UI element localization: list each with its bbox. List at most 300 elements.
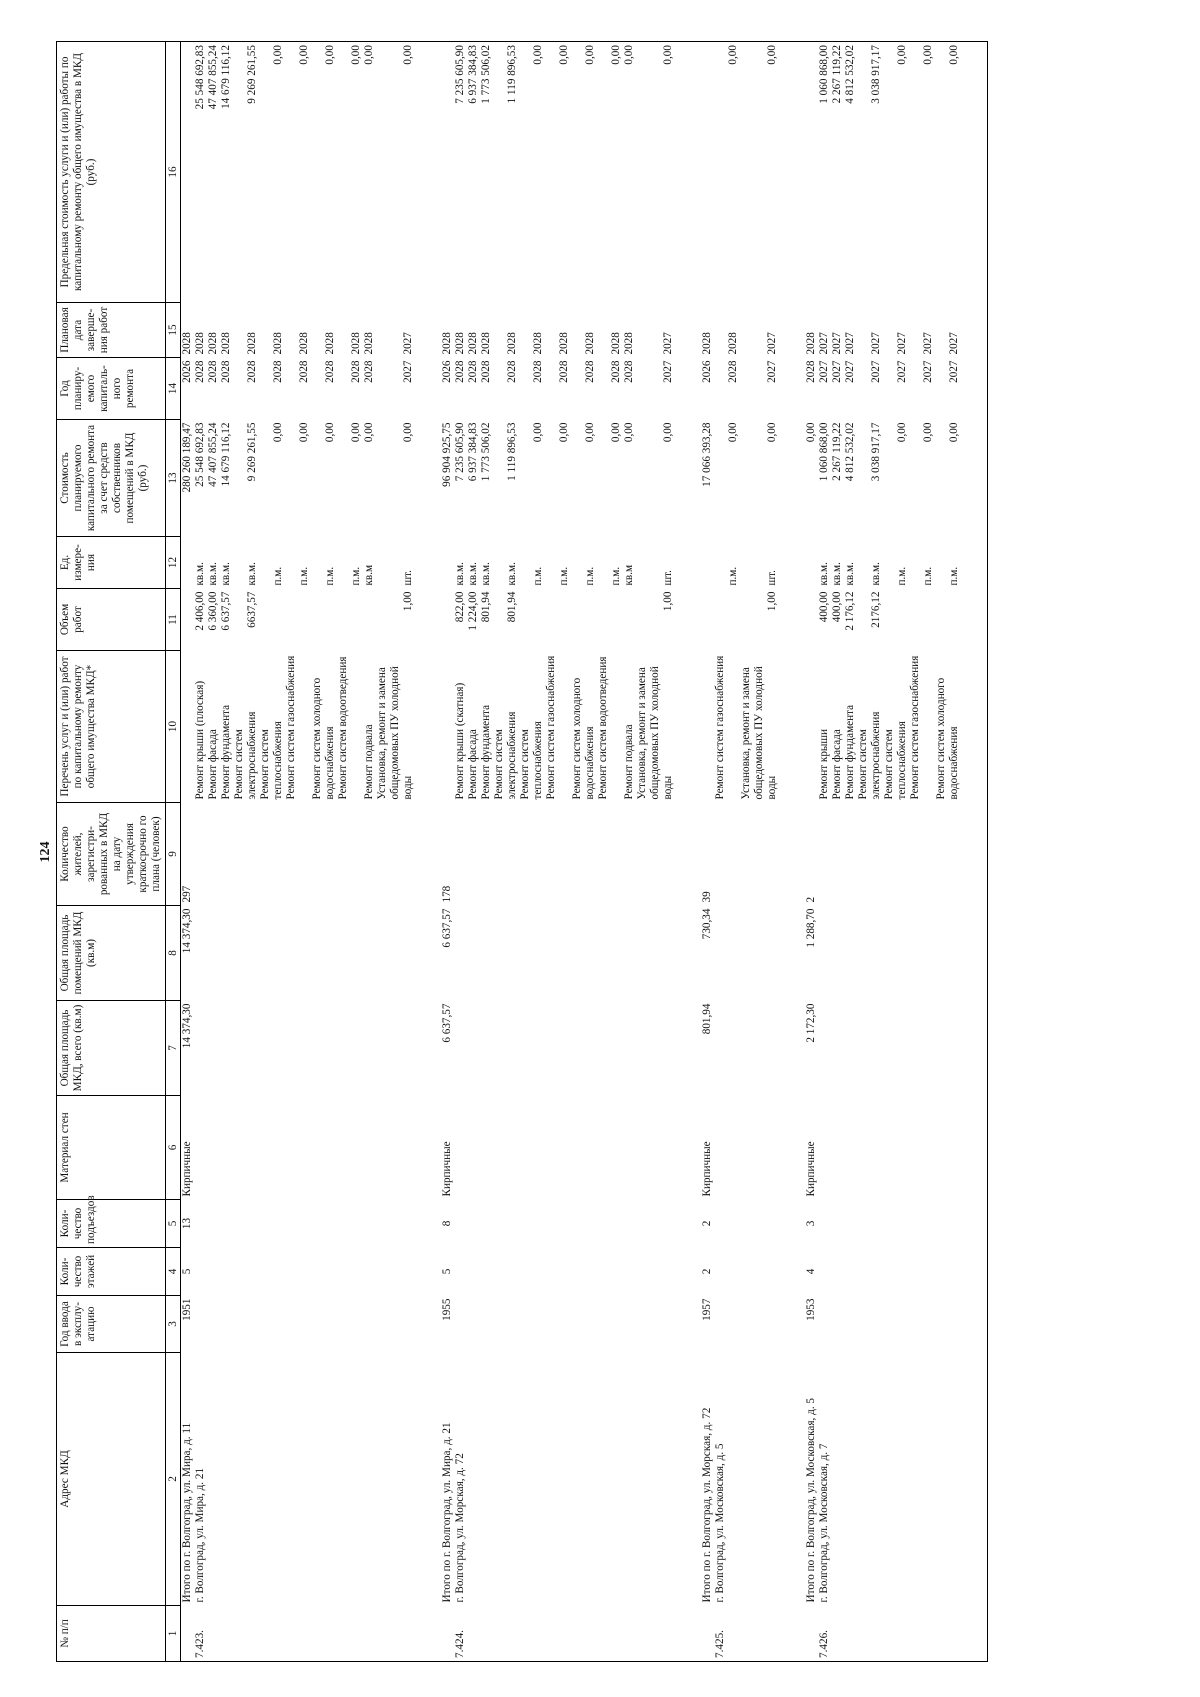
work-year: 2028 [558, 360, 570, 383]
address: г. Волгоград, ул. Морская, д. 72 [454, 1453, 466, 1603]
volume-cell [805, 589, 988, 651]
column-header: Объем работ [57, 589, 166, 651]
work-unit: шт. [766, 570, 778, 586]
work-end: 2028 [584, 332, 596, 355]
column-header: Год планиру-емого капиталь-ного ремонта [57, 358, 166, 420]
floor-count-cell [181, 1248, 442, 1296]
work-year: 2027 [870, 360, 882, 383]
total-label: Итого по г. Волгоград, ул. Московская, д. 5 [805, 1397, 817, 1603]
work-end: 2027 [948, 332, 960, 355]
wall-material-cell [441, 1096, 701, 1200]
work-limit: 0,00 [350, 45, 362, 65]
work-end: 2028 [298, 332, 310, 355]
work-unit: кв.м. [818, 562, 830, 586]
work-limit: 1 119 896,53 [506, 45, 518, 104]
address: г. Волгоград, ул. Мира, д. 21 [194, 1467, 206, 1603]
work-end: 2028 [454, 332, 466, 355]
work-limit: 6 937 384,83 [467, 45, 479, 104]
address-cell [441, 1353, 701, 1606]
work-limit: 0,00 [948, 45, 960, 65]
work-volume: 6 360,00 [207, 591, 219, 631]
work-volume [714, 592, 740, 648]
work-year: 2028 [272, 360, 284, 383]
column-header: Плановая дата заверше-ния работ [57, 303, 166, 358]
address: г. Волгоград, ул. Московская, д. 5 [714, 1443, 726, 1603]
work-year: 2028 [194, 360, 206, 383]
work-name: Установка, ремонт и замена общедомовых ПУ холодной воды [636, 666, 674, 800]
work-limit: 1 060 868,00 [818, 45, 830, 104]
column-number-row [166, 42, 181, 1662]
work-limit: 0,00 [363, 45, 375, 65]
work-year: 2028 [480, 360, 492, 383]
row-number: 7.424. [454, 1630, 466, 1658]
work-unit: кв.м [363, 564, 375, 586]
work-end: 2028 [246, 332, 258, 355]
total-area: 14 374,30 [181, 1003, 193, 1049]
repair-year-cell [701, 358, 805, 420]
work-year: 2028 [207, 360, 219, 383]
work-cost: 0,00 [558, 422, 570, 443]
work-end: 2028 [207, 332, 219, 355]
work-unit: п.м. [532, 566, 544, 586]
work-unit: п.м. [727, 566, 739, 586]
work-volume: 400,00 [831, 591, 843, 623]
work-end: 2027 [662, 332, 674, 355]
work-end: 2028 [350, 332, 362, 355]
floor-count-cell [701, 1248, 805, 1296]
wall-material-cell [181, 1096, 442, 1200]
work-limit: 0,00 [532, 45, 544, 65]
work-end: 2027 [922, 332, 934, 355]
work-end: 2027 [402, 332, 414, 355]
row-number: 7.425. [714, 1630, 726, 1658]
work-unit: п.м. [948, 566, 960, 586]
work-end: 2027 [831, 332, 843, 355]
column-header: Общая площадь МКД, всего (кв.м) [57, 1001, 166, 1096]
work-name: Ремонт систем теплоснабжения [259, 721, 284, 800]
work-year: 2028 [727, 360, 739, 383]
work-volume [623, 592, 636, 648]
work-end: 2028 [558, 332, 570, 355]
group-total-end: 2028 [805, 332, 817, 355]
work-year: 2028 [220, 360, 232, 383]
repair-plan-table [56, 41, 988, 1662]
work-cost: 6 937 384,83 [467, 422, 479, 482]
work-volume: 6 637,57 [220, 591, 232, 631]
work-volume: 1,00 [766, 591, 778, 612]
address-cell [181, 1353, 442, 1606]
work-year: 2028 [363, 360, 375, 383]
page-number: 124 [38, 841, 53, 863]
column-number: 1 [166, 1606, 181, 1662]
work-limit: 4 812 532,02 [844, 45, 856, 104]
work-unit: шт. [662, 570, 674, 586]
column-number: 5 [166, 1200, 181, 1248]
total-area: 2 172,30 [805, 1003, 817, 1043]
column-header: Материал стен [57, 1096, 166, 1200]
work-unit: шт. [402, 570, 414, 586]
work-cost: 0,00 [922, 422, 934, 443]
column-number: 10 [166, 651, 181, 803]
column-header: Количество жителей, зарегистри-рованных в МКД на дату утверждения краткосрочно го плана (человек) [57, 803, 166, 906]
column-number: 7 [166, 1001, 181, 1096]
column-header: Коли-чество этажей [57, 1248, 166, 1296]
column-number: 16 [166, 42, 181, 303]
group-total-cost: 17 066 393,28 [701, 422, 713, 487]
rooms-area-cell [805, 906, 988, 1001]
work-year: 2028 [298, 360, 310, 383]
group-total-end: 2028 [181, 332, 193, 355]
work-name: Ремонт систем электроснабжения [233, 711, 258, 800]
work-year: 2028 [584, 360, 596, 383]
resident-count: 39 [701, 891, 713, 903]
work-volume: 1,00 [662, 591, 674, 612]
commission-year-cell [701, 1296, 805, 1353]
works-cell [181, 651, 442, 803]
work-end: 2028 [727, 332, 739, 355]
column-header: № п/п [57, 1606, 166, 1662]
cost-cell [701, 420, 805, 537]
table-row [441, 42, 701, 1662]
work-year: 2027 [948, 360, 960, 383]
entrance-count-cell [441, 1200, 701, 1248]
address-cell [701, 1353, 805, 1606]
rotated-page [38, 42, 1178, 1662]
work-unit: кв.м. [246, 562, 258, 586]
row-number-cell [701, 1606, 805, 1662]
work-end: 2027 [870, 332, 882, 355]
unit-cell [181, 537, 442, 589]
work-volume: 400,00 [818, 591, 830, 623]
column-number: 3 [166, 1296, 181, 1353]
works-cell [805, 651, 988, 803]
resident-count-cell [805, 803, 988, 906]
work-volume [363, 592, 376, 648]
work-limit: 0,00 [922, 45, 934, 65]
work-limit: 14 679 116,12 [220, 45, 232, 109]
commission-year: 1951 [181, 1298, 193, 1321]
work-cost: 3 038 917,17 [870, 422, 882, 482]
work-name: Ремонт систем электроснабжения [857, 711, 882, 800]
repair-year-cell [181, 358, 442, 420]
work-end: 2028 [272, 332, 284, 355]
work-name: Установка, ремонт и замена общедомовых ПУ холодной воды [740, 666, 778, 800]
work-unit: п.м. [558, 566, 570, 586]
work-name: Ремонт систем электроснабжения [493, 711, 518, 800]
total-label: Итого по г. Волгоград, ул. Мира, д. 11 [181, 1422, 193, 1603]
entrance-count: 2 [701, 1220, 713, 1227]
work-cost: 1 060 868,00 [818, 422, 830, 482]
work-volume [337, 592, 363, 648]
work-unit: кв.м [623, 564, 635, 586]
column-number: 9 [166, 803, 181, 906]
wall-material-cell [701, 1096, 805, 1200]
work-limit: 0,00 [558, 45, 570, 65]
resident-count-cell [181, 803, 442, 906]
work-cost: 0,00 [363, 422, 375, 443]
row-number: 7.423. [194, 1630, 206, 1658]
work-volume [909, 592, 935, 648]
work-name: Ремонт фундамента [480, 704, 492, 800]
work-year: 2027 [662, 360, 674, 383]
work-cost: 0,00 [402, 422, 414, 443]
work-name: Ремонт фундамента [844, 704, 856, 800]
column-header: Год ввода в эксплу-атацию [57, 1296, 166, 1353]
row-number-cell [441, 1606, 701, 1662]
commission-year: 1957 [701, 1298, 713, 1321]
rooms-area-cell [701, 906, 805, 1001]
work-cost: 25 548 692,83 [194, 422, 206, 487]
work-unit: кв.м. [207, 562, 219, 586]
limit-cost-cell [805, 42, 988, 303]
rooms-area: 730,34 [701, 908, 713, 940]
column-number: 6 [166, 1096, 181, 1200]
work-limit: 0,00 [727, 45, 739, 65]
work-name: Ремонт крыши (плоская) [194, 680, 206, 800]
end-date-cell [441, 303, 701, 358]
row-number-cell [181, 1606, 442, 1662]
rooms-area: 14 374,30 [181, 908, 193, 954]
work-limit: 0,00 [298, 45, 310, 65]
work-unit: п.м. [922, 566, 934, 586]
work-name: Ремонт подвала [363, 724, 375, 800]
wall-material: Кирпичные [805, 1141, 817, 1197]
column-number: 15 [166, 303, 181, 358]
work-end: 2027 [766, 332, 778, 355]
work-limit: 0,00 [584, 45, 596, 65]
wall-material-cell [805, 1096, 988, 1200]
work-end: 2028 [324, 332, 336, 355]
work-year: 2027 [818, 360, 830, 383]
work-cost: 14 679 116,12 [220, 422, 232, 487]
work-volume [571, 592, 597, 648]
work-limit: 0,00 [896, 45, 908, 65]
total-area: 801,94 [701, 1003, 713, 1035]
group-total-year: 2026 [701, 360, 713, 383]
work-name: Ремонт крыши [818, 728, 830, 800]
work-limit: 0,00 [766, 45, 778, 65]
group-total-year: 2026 [441, 360, 453, 383]
work-limit: 9 269 261,55 [246, 45, 258, 104]
total-area: 6 637,57 [441, 1003, 453, 1043]
row-number: 7.426. [818, 1630, 830, 1658]
work-volume: 2 406,00 [194, 591, 206, 631]
work-cost: 0,00 [948, 422, 960, 443]
work-unit: п.м. [896, 566, 908, 586]
work-volume [545, 592, 571, 648]
volume-cell [181, 589, 442, 651]
limit-cost-cell [181, 42, 442, 303]
cost-cell [181, 420, 442, 537]
work-cost: 0,00 [623, 422, 635, 443]
column-header: Коли-чество подъездов [57, 1200, 166, 1248]
works-cell [441, 651, 701, 803]
work-unit: кв.м. [831, 562, 843, 586]
floor-count-cell [441, 1248, 701, 1296]
column-header: Стоимость планируемого капитального ремонта за счет средств собственников помещений в МКД (руб.) [57, 420, 166, 537]
work-unit: кв.м. [844, 562, 856, 586]
unit-cell [701, 537, 805, 589]
work-name: Ремонт систем холодного водоснабжения [311, 677, 336, 800]
work-cost: 4 812 532,02 [844, 422, 856, 482]
rooms-area: 1 288,70 [805, 908, 817, 948]
entrance-count: 13 [181, 1217, 193, 1230]
works-cell [701, 651, 805, 803]
group-total-end: 2028 [441, 332, 453, 355]
table-row [181, 42, 442, 1662]
work-volume: 6637,57 [246, 591, 258, 628]
repair-year-cell [805, 358, 988, 420]
total-area-cell [441, 1001, 701, 1096]
column-header: Адрес МКД [57, 1353, 166, 1606]
group-total-cost: 0,00 [805, 422, 817, 443]
work-year: 2027 [844, 360, 856, 383]
commission-year: 1955 [441, 1298, 453, 1321]
entrance-count: 8 [441, 1220, 453, 1227]
work-name: Ремонт систем газоснабжения [909, 655, 921, 800]
work-volume: 801,94 [506, 591, 518, 623]
group-total-year: 2026 [181, 360, 193, 383]
entrance-count-cell [181, 1200, 442, 1248]
work-volume: 2 176,12 [844, 591, 856, 631]
total-area-cell [181, 1001, 442, 1096]
work-year: 2028 [610, 360, 622, 383]
work-year: 2027 [922, 360, 934, 383]
work-unit: кв.м. [194, 562, 206, 586]
work-name: Ремонт фасада [207, 729, 219, 800]
column-header: Предельная стоимость услуги и (или) работы по капитальному ремонту общего имущества в МКД (руб.) [57, 42, 166, 303]
entrance-count-cell [805, 1200, 988, 1248]
work-limit: 0,00 [610, 45, 622, 65]
table-row [701, 42, 805, 1662]
rooms-area: 6 637,57 [441, 908, 453, 948]
column-header: Общая площадь помещений МКД (кв.м) [57, 906, 166, 1001]
work-cost: 9 269 261,55 [246, 422, 258, 482]
work-limit: 0,00 [623, 45, 635, 65]
end-date-cell [701, 303, 805, 358]
column-number: 4 [166, 1248, 181, 1296]
work-year: 2028 [454, 360, 466, 383]
work-end: 2027 [818, 332, 830, 355]
table-header-row [57, 42, 166, 1662]
volume-cell [701, 589, 805, 651]
work-end: 2028 [506, 332, 518, 355]
work-cost: 0,00 [662, 422, 674, 443]
entrance-count-cell [701, 1200, 805, 1248]
column-number: 2 [166, 1353, 181, 1606]
total-area-cell [701, 1001, 805, 1096]
work-cost: 1 773 506,02 [480, 422, 492, 482]
resident-count: 297 [181, 885, 193, 903]
table-body [181, 42, 988, 1662]
group-total-cost: 280 260 189,47 [181, 422, 193, 493]
work-name: Ремонт систем водоотведения [337, 656, 349, 800]
work-limit: 0,00 [402, 45, 414, 65]
work-cost: 0,00 [272, 422, 284, 443]
work-name: Ремонт систем водоотведения [597, 656, 609, 800]
work-year: 2027 [831, 360, 843, 383]
unit-cell [441, 537, 701, 589]
work-name: Ремонт систем холодного водоснабжения [935, 677, 960, 800]
address: г. Волгоград, ул. Московская, д. 7 [818, 1443, 830, 1603]
column-number: 12 [166, 537, 181, 589]
work-end: 2027 [844, 332, 856, 355]
work-name: Ремонт фасада [831, 729, 843, 800]
volume-cell [441, 589, 701, 651]
work-end: 2028 [467, 332, 479, 355]
work-year: 2028 [324, 360, 336, 383]
limit-cost-cell [441, 42, 701, 303]
row-number-cell [805, 1606, 988, 1662]
work-limit: 0,00 [272, 45, 284, 65]
group-total-cost: 96 904 925,75 [441, 422, 453, 487]
work-year: 2027 [402, 360, 414, 383]
work-limit: 3 038 917,17 [870, 45, 882, 104]
rooms-area-cell [441, 906, 701, 1001]
end-date-cell [181, 303, 442, 358]
work-unit: кв.м. [467, 562, 479, 586]
work-year: 2028 [350, 360, 362, 383]
floor-count: 4 [805, 1268, 817, 1275]
resident-count-cell [701, 803, 805, 906]
total-label: Итого по г. Волгоград, ул. Морская, д. 72 [701, 1407, 713, 1603]
work-cost: 0,00 [727, 422, 739, 443]
work-year: 2028 [506, 360, 518, 383]
work-cost: 0,00 [298, 422, 310, 443]
cost-cell [441, 420, 701, 537]
work-name: Ремонт систем газоснабжения [714, 655, 726, 800]
unit-cell [805, 537, 988, 589]
work-end: 2028 [480, 332, 492, 355]
work-limit: 7 235 605,90 [454, 45, 466, 104]
work-name: Ремонт подвала [623, 724, 635, 800]
work-limit: 25 548 692,83 [194, 45, 206, 110]
floor-count: 5 [441, 1268, 453, 1275]
work-cost: 0,00 [896, 422, 908, 443]
column-number: 8 [166, 906, 181, 1001]
work-name: Ремонт систем газоснабжения [285, 655, 297, 800]
work-name: Ремонт систем теплоснабжения [883, 721, 908, 800]
work-limit: 2 267 119,22 [831, 45, 843, 104]
group-total-end: 2028 [701, 332, 713, 355]
resident-count: 178 [441, 885, 453, 903]
floor-count-cell [805, 1248, 988, 1296]
work-unit: п.м. [584, 566, 596, 586]
rooms-area-cell [181, 906, 442, 1001]
floor-count: 5 [181, 1268, 193, 1275]
work-end: 2028 [610, 332, 622, 355]
work-end: 2028 [363, 332, 375, 355]
column-number: 14 [166, 358, 181, 420]
work-volume: 2176,12 [870, 591, 882, 628]
work-name: Ремонт фасада [467, 729, 479, 800]
work-year: 2028 [467, 360, 479, 383]
wall-material: Кирпичные [441, 1141, 453, 1197]
work-name: Установка, ремонт и замена общедомовых ПУ холодной воды [376, 666, 414, 800]
work-cost: 0,00 [350, 422, 362, 443]
work-year: 2027 [766, 360, 778, 383]
work-year: 2027 [896, 360, 908, 383]
work-unit: п.м. [610, 566, 622, 586]
column-number: 11 [166, 589, 181, 651]
work-volume: 1,00 [402, 591, 414, 612]
wall-material: Кирпичные [701, 1141, 713, 1197]
cost-cell [805, 420, 988, 537]
work-cost: 0,00 [584, 422, 596, 443]
work-unit: п.м. [324, 566, 336, 586]
work-cost: 7 235 605,90 [454, 422, 466, 482]
work-unit: п.м. [272, 566, 284, 586]
